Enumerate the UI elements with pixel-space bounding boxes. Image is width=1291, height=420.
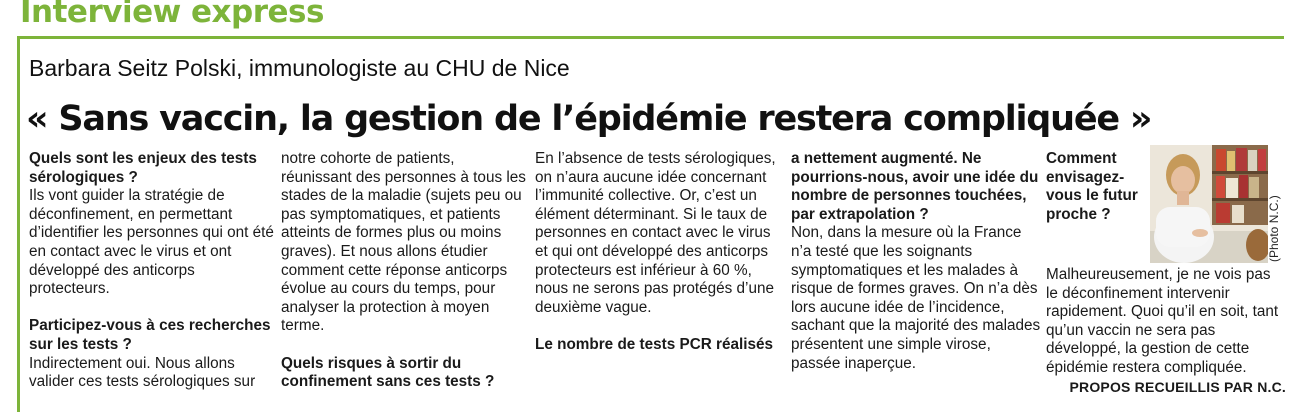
photo-caption: (Photo N.C.) [1267,195,1281,262]
section-kicker: Interview express [20,0,324,30]
article-column-1 [29,150,279,392]
byline: Barbara Seitz Polski, immunologiste au CHU de Nice [29,55,570,81]
question-text: Participez-vous à ces recherches sur les tests ? [29,317,271,353]
question-text: Le nombre de tests PCR réalisés [535,335,774,353]
answer-text: Indirectement oui. Nous allons valider ces tests sérologiques sur [29,354,256,391]
answer-text: Non, dans la mesure où la France n’a testé que les soignants symptomatiques et les malades à risque de formes graves. On n’a dès lors aucune idée de l’incidence, sachant que la majorité des malades présentent une simple virose, passée inaperçue. [791,224,1041,372]
question-text: Comment envisagez-vous le futur proche ? [1046,150,1138,223]
interview-credit: PROPOS RECUEILLIS PAR N.C. [1069,378,1286,395]
answer-text: Ils vont guider la stratégie de déconfinement, en permettant d’identifier les personnes qui ont été en contact avec le virus et ont développé des anticorps protecteurs. [29,187,274,298]
answer-text: Malheureusement, je ne vois pas le déconfinement intervenir rapidement. Quoi qu’il en soit, tant qu’un vaccin ne sera pas développé, la gestion de cette épidémie restera compliquée. [1046,266,1279,376]
headline: « Sans vaccin, la gestion de l’épidémie restera compliquée » [26,99,1152,139]
answer-text: notre cohorte de patients, réunissant des personnes à tous les stades de la maladie (sujets peu ou pas symptomatiques, et patients atteints de formes plus ou moins graves). Et nous allons étudier comment cette réponse anticorps évolue au cours du temps, pour analyser la protection à moyen terme. [281,150,526,335]
article-column-5-answer [1046,266,1286,396]
answer-text: En l’absence de tests sérologiques, on n’aura aucune idée concernant l’immunité collective. Or, c’est un élément déterminant. Si le taux de personnes en contact avec le virus et qui ont développé des anticorps protecteurs est inférieur à 60 %, nous ne serons pas protégés d’une deuxième vague. [535,150,776,316]
article-column-2 [281,150,526,392]
article-column-4 [791,150,1041,373]
question-text: Quels sont les enjeux des tests sérologiques ? [29,150,257,186]
portrait-illustration [1150,145,1268,263]
portrait-photo [1150,145,1268,263]
question-text: Quels risques à sortir du confinement sans ces tests ? [281,354,495,391]
article-column-5-question [1046,150,1146,224]
article-column-3 [535,150,780,355]
question-text: a nettement augmenté. Ne pourrions-nous, avoir une idée du nombre de personnes touchées, par extrapolation ? [791,150,1039,223]
